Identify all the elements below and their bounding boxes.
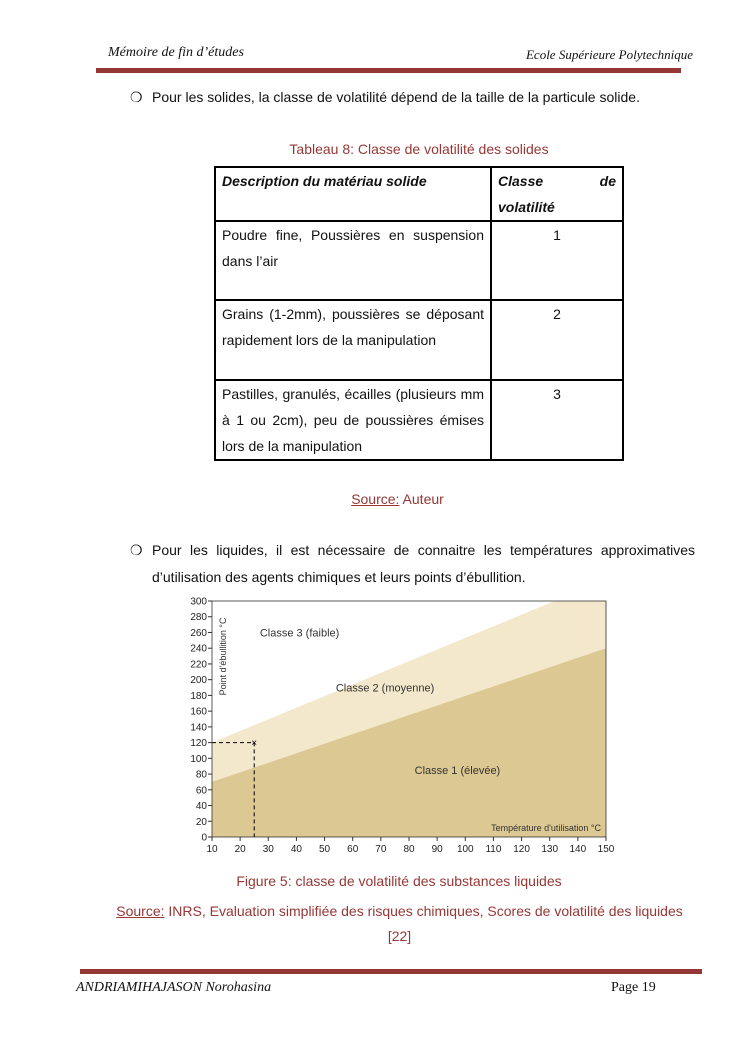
x-axis-label: Température d'utilisation °C <box>491 823 601 833</box>
example-point-marker: × <box>251 738 258 750</box>
bullet-circle-icon: ❍ <box>130 542 143 558</box>
table-row <box>215 380 623 460</box>
y-tick-label: 260 <box>190 627 207 639</box>
y-tick-label: 100 <box>190 753 207 765</box>
row-class: 1 <box>491 221 623 300</box>
x-tick-label: 60 <box>347 844 359 855</box>
row-description: Pastilles, granulés, écailles (plusieurs mm à 1 ou 2cm), peu de poussières émises lors de la manipulation <box>215 380 491 460</box>
figure-caption: Figure 5: classe de volatilité des substances liquides <box>236 873 562 889</box>
bullet-solids <box>130 84 710 111</box>
x-tick-label: 80 <box>403 844 415 855</box>
table-row <box>215 300 623 380</box>
header-description: Description du matériau solide <box>215 167 491 221</box>
y-tick-label: 60 <box>195 785 207 797</box>
footer-author: ANDRIAMIHAJASON Norohasina <box>76 980 272 995</box>
x-tick-label: 120 <box>513 844 530 855</box>
x-tick-label: 110 <box>485 844 502 855</box>
y-tick-label: 240 <box>190 643 207 655</box>
y-tick-label: 220 <box>190 659 207 671</box>
y-axis-label: Point d'ébullition °C <box>218 617 228 696</box>
y-axis <box>190 597 212 844</box>
x-tick-label: 150 <box>597 844 615 855</box>
row-class: 2 <box>491 300 623 380</box>
x-axis <box>206 837 614 855</box>
table-source: Source: Auteur <box>351 491 444 507</box>
table-row <box>215 221 623 300</box>
x-tick-label: 50 <box>319 844 331 855</box>
y-tick-label: 180 <box>190 690 207 702</box>
x-tick-label: 20 <box>234 844 246 855</box>
row-class: 3 <box>491 380 623 460</box>
x-tick-label: 90 <box>431 844 443 855</box>
y-tick-label: 120 <box>190 738 207 750</box>
y-tick-label: 80 <box>195 769 207 781</box>
label-class2: Classe 2 (moyenne) <box>335 682 435 695</box>
row-description: Poudre fine, Poussières en suspension dans l’air <box>215 221 491 300</box>
y-tick-label: 200 <box>190 675 207 687</box>
y-tick-label: 280 <box>190 612 207 624</box>
header-left: Mémoire de fin d’études <box>108 45 244 60</box>
y-tick-label: 300 <box>190 596 207 608</box>
row-description: Grains (1-2mm), poussières se déposant rapidement lors de la manipulation <box>215 300 491 380</box>
bullet-liquids-text: Pour les liquides, il est nécessaire de connaitre les températures approximatives d’utilisation des agents chimiques et leurs points d’ébullition. <box>152 542 695 585</box>
figure-source: Source: INRS, Evaluation simplifiée des risques chimiques, Scores de volatilité des liquides [22] <box>116 903 683 944</box>
header-class: Classe de volatilité <box>491 167 623 221</box>
volatility-table <box>214 166 624 461</box>
x-tick-label: 130 <box>541 844 559 855</box>
y-tick-label: 40 <box>195 801 207 813</box>
y-tick-label: 140 <box>190 722 207 734</box>
bullet-circle-icon: ❍ <box>130 89 143 105</box>
y-tick-label: 160 <box>190 706 207 718</box>
footer-rule <box>80 969 702 974</box>
table-header-row <box>215 167 623 221</box>
x-tick-label: 100 <box>456 844 474 855</box>
header-rule <box>96 68 681 73</box>
x-tick-label: 10 <box>206 844 218 855</box>
x-tick-label: 40 <box>290 844 302 855</box>
x-tick-label: 140 <box>569 844 587 855</box>
label-class3: Classe 3 (faible) <box>259 627 340 640</box>
volatility-chart <box>175 592 625 864</box>
y-tick-label: 20 <box>195 816 207 828</box>
table-caption: Tableau 8: Classe de volatilité des solides <box>289 141 549 157</box>
footer-page: Page 19 <box>611 980 656 995</box>
label-class1: Classe 1 (élevée) <box>414 765 501 778</box>
bullet-solids-text: Pour les solides, la classe de volatilité dépend de la taille de la particule solide. <box>152 89 640 105</box>
header-right: Ecole Supérieure Polytechnique <box>525 47 693 62</box>
x-tick-label: 30 <box>262 844 274 855</box>
bullet-liquids <box>130 537 695 591</box>
x-tick-label: 70 <box>375 844 387 855</box>
y-tick-label: 0 <box>201 832 207 844</box>
